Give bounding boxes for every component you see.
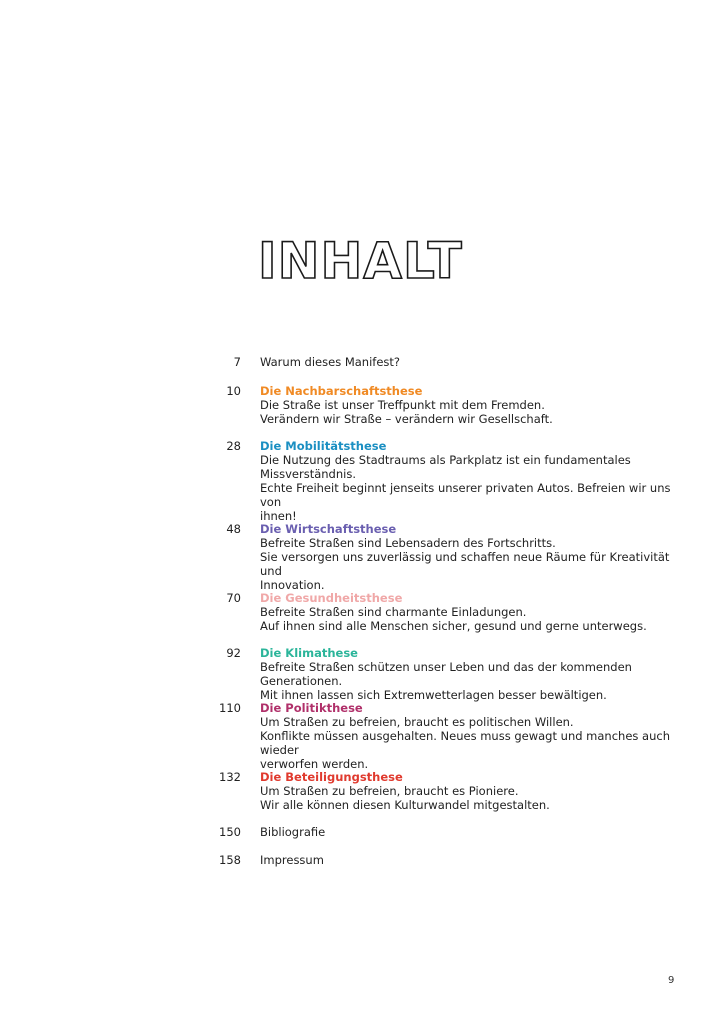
- toc-page-number: 92: [226, 646, 241, 660]
- toc-line: Echte Freiheit beginnt jenseits unserer privaten Autos. Befreien wir uns von: [260, 481, 671, 509]
- toc-heading: Die Wirtschaftsthese: [260, 522, 397, 536]
- toc-line: Befreite Straßen schützen unser Leben und das der kommenden Generationen.: [260, 660, 632, 688]
- toc-page-number: 70: [226, 591, 241, 605]
- toc-line: Innovation.: [260, 578, 325, 592]
- toc-line: Die Nutzung des Stadtraums als Parkplatz ist ein fundamentales: [260, 453, 631, 467]
- toc-line: Um Straßen zu befreien, braucht es politischen Willen.: [260, 715, 574, 729]
- toc-line: Befreite Straßen sind charmante Einladungen.: [260, 605, 527, 619]
- toc-line: Missverständnis.: [260, 467, 356, 481]
- toc-entry-title: Bibliografie: [260, 825, 326, 839]
- toc-line: Konflikte müssen ausgehalten. Neues muss gewagt und manches auch wieder: [260, 729, 671, 757]
- toc-line: verworfen werden.: [260, 757, 369, 771]
- toc-line: Auf ihnen sind alle Menschen sicher, gesund und gerne unterwegs.: [260, 619, 647, 633]
- toc-heading: Die Nachbarschaftsthese: [260, 384, 423, 398]
- toc-line: Verändern wir Straße – verändern wir Gesellschaft.: [260, 412, 553, 426]
- toc-page-number: 28: [226, 439, 241, 453]
- toc-page-number: 48: [226, 522, 241, 536]
- toc-heading: Die Gesundheitsthese: [260, 591, 403, 605]
- toc-page-number: 158: [219, 853, 241, 867]
- toc-page-number: 7: [233, 355, 241, 369]
- toc-heading: Die Politikthese: [260, 701, 363, 715]
- toc-line: ihnen!: [260, 509, 297, 523]
- toc-line: Mit ihnen lassen sich Extremwetterlagen besser bewältigen.: [260, 688, 607, 702]
- toc-line: Um Straßen zu befreien, braucht es Pioniere.: [260, 784, 519, 798]
- toc-heading: Die Beteiligungsthese: [260, 770, 403, 784]
- toc-line: Die Straße ist unser Treffpunkt mit dem Fremden.: [260, 398, 545, 412]
- toc-heading: Die Klimathese: [260, 646, 358, 660]
- page-number: 9: [668, 975, 675, 986]
- toc-page-number: 10: [226, 384, 241, 398]
- toc-entry-title: Impressum: [260, 853, 324, 867]
- toc-page-number: 150: [219, 825, 241, 839]
- toc-line: Sie versorgen uns zuverlässig und schaffen neue Räume für Kreativität und: [260, 550, 670, 578]
- page-title: INHALT: [258, 232, 463, 290]
- toc-entry-title: Warum dieses Manifest?: [260, 355, 401, 369]
- toc-page-number: 132: [219, 770, 241, 784]
- toc-heading: Die Mobilitätsthese: [260, 439, 387, 453]
- toc-line: Befreite Straßen sind Lebensadern des Fortschritts.: [260, 536, 556, 550]
- toc-page-number: 110: [219, 701, 241, 715]
- toc-line: Wir alle können diesen Kulturwandel mitgestalten.: [260, 798, 550, 812]
